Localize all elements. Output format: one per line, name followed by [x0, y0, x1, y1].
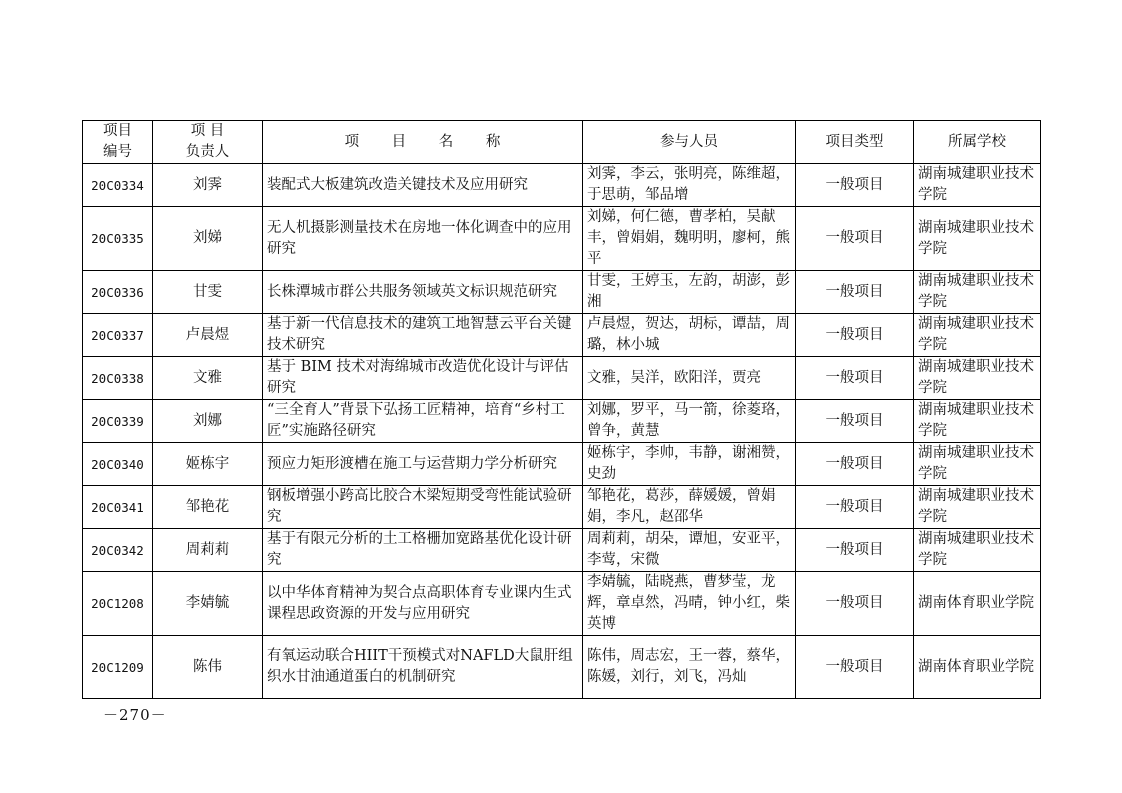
- cell-project-type: 一般项目: [796, 572, 914, 636]
- cell-participants: 刘霁，李云，张明亮，陈维超，于思萌，邹品增: [583, 164, 796, 207]
- cell-project-type: 一般项目: [796, 486, 914, 529]
- table-row: [83, 636, 1041, 699]
- cell-school: 湖南城建职业技术学院: [914, 400, 1041, 443]
- cell-project-name: 基于 BIM 技术对海绵城市改造优化设计与评估研究: [263, 357, 583, 400]
- header-label-line: 项目类型: [825, 133, 884, 150]
- cell-project-type: 一般项目: [796, 529, 914, 572]
- cell-project-leader: 甘雯: [153, 271, 263, 314]
- header-label-line: 项目: [103, 123, 132, 139]
- table-row: [83, 400, 1041, 443]
- table-row: [83, 271, 1041, 314]
- cell-project-code: 20C1209: [83, 636, 153, 699]
- cell-project-name: 钢板增强小跨高比胶合木梁短期受弯性能试验研究: [263, 486, 583, 529]
- table-row: [83, 314, 1041, 357]
- cell-project-leader: 文雅: [153, 357, 263, 400]
- cell-project-code: 20C0342: [83, 529, 153, 572]
- header-label-line: 参与人员: [660, 133, 718, 150]
- table-header: [83, 121, 1041, 164]
- header-label-line: 负责人: [185, 144, 230, 160]
- cell-participants: 姬栋宇，李帅，韦静，谢湘赞，史劲: [583, 443, 796, 486]
- cell-project-leader: 李婧毓: [153, 572, 263, 636]
- header-school: [914, 121, 1041, 164]
- table-row: [83, 357, 1041, 400]
- header-code: [83, 121, 153, 164]
- cell-project-code: 20C0341: [83, 486, 153, 529]
- cell-school: 湖南城建职业技术学院: [914, 314, 1041, 357]
- cell-participants: 文雅，吴洋，欧阳洋，贾亮: [583, 357, 796, 400]
- cell-school: 湖南城建职业技术学院: [914, 529, 1041, 572]
- cell-project-leader: 刘娣: [153, 207, 263, 271]
- header-name: [263, 121, 583, 164]
- cell-project-name: 预应力矩形渡槽在施工与运营期力学分析研究: [263, 443, 583, 486]
- cell-project-code: 20C0338: [83, 357, 153, 400]
- cell-project-type: 一般项目: [796, 443, 914, 486]
- cell-project-name: 基于有限元分析的土工格栅加宽路基优化设计研究: [263, 529, 583, 572]
- table-row: [83, 486, 1041, 529]
- header-leader: [153, 121, 263, 164]
- cell-school: 湖南体育职业学院: [914, 636, 1041, 699]
- table-row: [83, 572, 1041, 636]
- cell-participants: 陈伟，周志宏，王一蓉，蔡华，陈媛，刘行，刘飞，冯灿: [583, 636, 796, 699]
- cell-project-name: 长株潭城市群公共服务领域英文标识规范研究: [263, 271, 583, 314]
- cell-project-code: 20C0334: [83, 164, 153, 207]
- cell-participants: 周莉莉，胡朵，谭旭，安亚平，李莺，宋微: [583, 529, 796, 572]
- cell-project-name: 无人机摄影测量技术在房地一体化调查中的应用研究: [263, 207, 583, 271]
- cell-project-type: 一般项目: [796, 164, 914, 207]
- cell-participants: 邹艳花，葛莎，薛媛媛，曾娟娟，李凡，赵邵华: [583, 486, 796, 529]
- cell-project-code: 20C1208: [83, 572, 153, 636]
- cell-participants: 李婧毓，陆晓燕，曹梦莹，龙辉，章卓然，冯晴，钟小红，柴英博: [583, 572, 796, 636]
- cell-project-code: 20C0335: [83, 207, 153, 271]
- table-row: [83, 443, 1041, 486]
- cell-project-leader: 刘娜: [153, 400, 263, 443]
- table-row: [83, 207, 1041, 271]
- cell-project-leader: 陈伟: [153, 636, 263, 699]
- cell-project-type: 一般项目: [796, 271, 914, 314]
- cell-project-leader: 周莉莉: [153, 529, 263, 572]
- header-type: [796, 121, 914, 164]
- cell-project-type: 一般项目: [796, 357, 914, 400]
- page-number: －270－: [103, 706, 167, 724]
- cell-project-type: 一般项目: [796, 636, 914, 699]
- cell-project-name: 有氧运动联合HIIT干预模式对NAFLD大鼠肝组织水甘油通道蛋白的机制研究: [263, 636, 583, 699]
- cell-project-leader: 刘霁: [153, 164, 263, 207]
- table-row: [83, 164, 1041, 207]
- cell-participants: 刘娣，何仁德，曹孝柏，吴献丰，曾娟娟，魏明明，廖柯，熊平: [583, 207, 796, 271]
- cell-project-name: 基于新一代信息技术的建筑工地智慧云平台关键技术研究: [263, 314, 583, 357]
- cell-project-name: 装配式大板建筑改造关键技术及应用研究: [263, 164, 583, 207]
- cell-project-type: 一般项目: [796, 207, 914, 271]
- cell-participants: 卢晨煜，贺达，胡标，谭喆，周璐，林小城: [583, 314, 796, 357]
- cell-project-leader: 卢晨煜: [153, 314, 263, 357]
- project-table: [82, 120, 1041, 699]
- cell-project-name: “三全育人”背景下弘扬工匠精神，培育“乡村工匠”实施路径研究: [263, 400, 583, 443]
- cell-participants: 刘娜，罗平，马一箭，徐菱珞，曾争，黄慧: [583, 400, 796, 443]
- cell-project-code: 20C0339: [83, 400, 153, 443]
- header-label-line: 项 目: [190, 123, 225, 139]
- cell-participants: 甘雯，王婷玉，左韵，胡澎，彭湘: [583, 271, 796, 314]
- cell-project-leader: 邹艳花: [153, 486, 263, 529]
- cell-school: 湖南城建职业技术学院: [914, 207, 1041, 271]
- cell-project-code: 20C0337: [83, 314, 153, 357]
- cell-school: 湖南城建职业技术学院: [914, 164, 1041, 207]
- cell-project-leader: 姬栋宇: [153, 443, 263, 486]
- cell-project-code: 20C0336: [83, 271, 153, 314]
- header-label-line: 编号: [103, 144, 132, 160]
- header-members: [583, 121, 796, 164]
- cell-school: 湖南城建职业技术学院: [914, 271, 1041, 314]
- cell-school: 湖南城建职业技术学院: [914, 357, 1041, 400]
- table-body: [83, 164, 1041, 699]
- cell-school: 湖南体育职业学院: [914, 572, 1041, 636]
- header-row: [83, 121, 1041, 164]
- table-row: [83, 529, 1041, 572]
- cell-school: 湖南城建职业技术学院: [914, 443, 1041, 486]
- cell-project-type: 一般项目: [796, 314, 914, 357]
- cell-project-code: 20C0340: [83, 443, 153, 486]
- header-label-line: 项 目 名 称: [344, 133, 501, 150]
- cell-project-type: 一般项目: [796, 400, 914, 443]
- cell-school: 湖南城建职业技术学院: [914, 486, 1041, 529]
- header-label-line: 所属学校: [948, 133, 1006, 150]
- cell-project-name: 以中华体育精神为契合点高职体育专业课内生式课程思政资源的开发与应用研究: [263, 572, 583, 636]
